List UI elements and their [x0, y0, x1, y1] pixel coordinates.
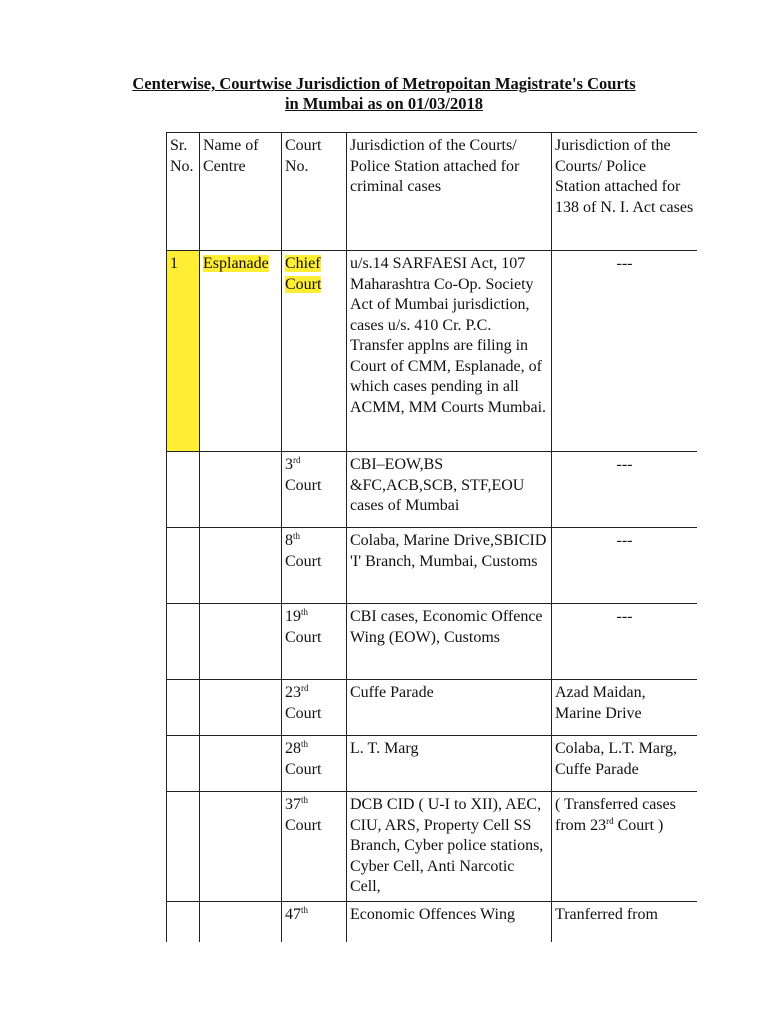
ni-act-text-end: Court ): [613, 816, 664, 834]
criminal-jurisdiction-cell: Colaba, Marine Drive,SBICID 'I' Branch, Mumbai, Customs: [347, 528, 552, 604]
table-row: [167, 452, 698, 528]
centre-cell: [200, 452, 282, 528]
court-word: Court: [285, 816, 322, 834]
header-criminal-jurisdiction: Jurisdiction of the Courts/ Police Station attached for criminal cases: [347, 133, 552, 251]
sr-no-cell: [167, 902, 200, 943]
criminal-jurisdiction-cell: DCB CID ( U-I to XII), AEC, CIU, ARS, Property Cell SS Branch, Cyber police stations, Cyber Cell, Anti Narcotic Cell,: [347, 792, 552, 902]
court-number-suffix: th: [301, 607, 309, 617]
sr-no-cell: [167, 528, 200, 604]
ni-act-text: Tranferred from: [555, 906, 658, 923]
document-title: [0, 74, 768, 114]
ni-act-jurisdiction-cell: [552, 902, 698, 943]
criminal-jurisdiction-cell: CBI–EOW,BS &FC,ACB,SCB, STF,EOU cases of Mumbai: [347, 452, 552, 528]
centre-cell: [200, 251, 282, 452]
centre-name: Esplanade: [203, 255, 269, 272]
court-number: 47: [285, 906, 301, 923]
jurisdiction-table-wrapper: [166, 132, 697, 942]
court-number-suffix: th: [301, 905, 309, 915]
ni-act-suffix: rd: [606, 815, 614, 826]
table-row: [167, 528, 698, 604]
ni-act-text: ---: [616, 255, 633, 272]
ni-act-text: ---: [616, 608, 633, 625]
sr-no-cell: [167, 251, 200, 452]
centre-cell: [200, 792, 282, 902]
sr-no-cell: [167, 680, 200, 736]
header-ni-act-jurisdiction: Jurisdiction of the Courts/ Police Station attached for 138 of N. I. Act cases: [552, 133, 698, 251]
ni-act-text: ---: [616, 456, 633, 473]
sr-no-cell: [167, 452, 200, 528]
centre-cell: [200, 604, 282, 680]
criminal-jurisdiction-cell: u/s.14 SARFAESI Act, 107 Maharashtra Co-Op. Society Act of Mumbai jurisdiction, cases u/s. 410 Cr. P.C. Transfer applns are filing in Court of CMM, Esplanade, of which cases pending in all ACMM, MM Courts Mumbai.: [347, 251, 552, 452]
court-no-cell: [282, 604, 347, 680]
court-word: Court: [285, 704, 322, 722]
jurisdiction-table: [166, 132, 697, 942]
header-court-no: Court No.: [282, 133, 347, 251]
court-number: 19: [285, 608, 301, 625]
court-word: Chief Court: [285, 255, 322, 293]
title-line-1: Centerwise, Courtwise Jurisdiction of Metropoitan Magistrate's Courts: [132, 74, 636, 93]
sr-no: 1: [170, 255, 178, 272]
centre-cell: [200, 528, 282, 604]
ni-act-jurisdiction-cell: [552, 736, 698, 792]
court-number-suffix: rd: [293, 455, 301, 465]
ni-act-text: ( Transferred cases from 23: [555, 796, 676, 834]
table-row: [167, 736, 698, 792]
criminal-jurisdiction-cell: Cuffe Parade: [347, 680, 552, 736]
court-no-cell: [282, 792, 347, 902]
title-line-2: in Mumbai as on 01/03/2018: [284, 94, 484, 113]
court-number-suffix: th: [293, 531, 301, 541]
court-no-cell: [282, 528, 347, 604]
court-word: Court: [285, 476, 322, 494]
ni-act-jurisdiction-cell: [552, 528, 698, 604]
court-number: 37: [285, 796, 301, 813]
centre-cell: [200, 902, 282, 943]
centre-cell: [200, 736, 282, 792]
table-row: [167, 604, 698, 680]
header-sr-no: Sr. No.: [167, 133, 200, 251]
table-row: [167, 792, 698, 902]
criminal-jurisdiction-cell: Economic Offences Wing: [347, 902, 552, 943]
court-no-cell: [282, 452, 347, 528]
court-word: Court: [285, 628, 322, 646]
sr-no-cell: [167, 792, 200, 902]
court-number: 23: [285, 684, 301, 701]
ni-act-jurisdiction-cell: [552, 251, 698, 452]
court-number: 28: [285, 740, 301, 757]
ni-act-text: ---: [616, 532, 633, 549]
ni-act-jurisdiction-cell: [552, 452, 698, 528]
table-row: [167, 251, 698, 452]
court-number: 8: [285, 532, 293, 549]
ni-act-jurisdiction-cell: [552, 680, 698, 736]
table-row: [167, 902, 698, 943]
ni-act-jurisdiction-cell: [552, 792, 698, 902]
sr-no-cell: [167, 604, 200, 680]
court-no-cell: [282, 902, 347, 943]
table-row: [167, 680, 698, 736]
ni-act-jurisdiction-cell: [552, 604, 698, 680]
court-number-suffix: th: [301, 795, 309, 805]
court-word: Court: [285, 552, 322, 570]
court-word: Court: [285, 760, 322, 778]
header-centre: Name of Centre: [200, 133, 282, 251]
court-no-cell: [282, 736, 347, 792]
centre-cell: [200, 680, 282, 736]
court-no-cell: [282, 251, 347, 452]
court-number-suffix: rd: [301, 683, 309, 693]
court-number-suffix: th: [301, 739, 309, 749]
ni-act-text: Azad Maidan, Marine Drive: [555, 684, 646, 722]
court-no-cell: [282, 680, 347, 736]
court-number: 3: [285, 456, 293, 473]
table-header-row: [167, 133, 698, 251]
criminal-jurisdiction-cell: CBI cases, Economic Offence Wing (EOW), Customs: [347, 604, 552, 680]
ni-act-text: Colaba, L.T. Marg, Cuffe Parade: [555, 740, 678, 778]
criminal-jurisdiction-cell: L. T. Marg: [347, 736, 552, 792]
sr-no-cell: [167, 736, 200, 792]
